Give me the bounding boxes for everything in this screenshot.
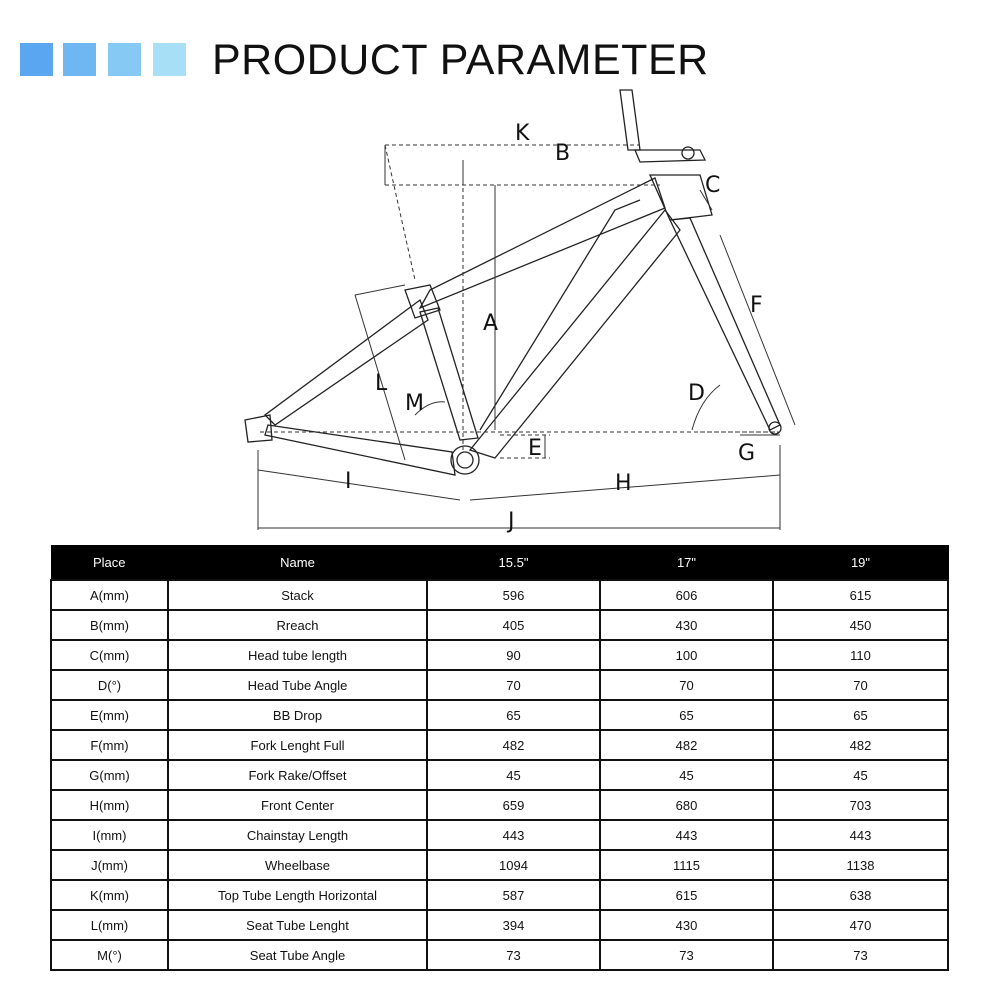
cell-size-17: 1115 [600,850,773,880]
cell-place: G(mm) [51,760,168,790]
cell-place: B(mm) [51,610,168,640]
cell-size-17: 65 [600,700,773,730]
cell-name: Seat Tube Angle [168,940,427,970]
cell-size-19: 45 [773,760,948,790]
dim-label-j: J [508,509,515,534]
cell-size-17: 680 [600,790,773,820]
table-row [51,880,948,910]
cell-size-15-5: 65 [427,700,600,730]
dim-label-g: G [738,441,756,466]
dim-label-k: K [515,121,530,146]
bike-frame-drawing [0,80,1000,545]
cell-size-19: 638 [773,880,948,910]
cell-place: C(mm) [51,640,168,670]
cell-name: Head tube length [168,640,427,670]
cell-size-17: 443 [600,820,773,850]
seat-tube [420,308,478,440]
cell-size-17: 430 [600,910,773,940]
cell-size-17: 45 [600,760,773,790]
dim-label-h: H [615,471,632,496]
cell-place: E(mm) [51,700,168,730]
header-name: Name [168,545,427,580]
table-row [51,760,948,790]
cell-size-17: 606 [600,580,773,610]
page-title: PRODUCT PARAMETER [212,36,709,84]
cell-size-17: 430 [600,610,773,640]
cell-size-15-5: 443 [427,820,600,850]
cell-size-15-5: 90 [427,640,600,670]
cell-place: M(°) [51,940,168,970]
cell-size-19: 110 [773,640,948,670]
cell-size-19: 1138 [773,850,948,880]
cell-size-19: 443 [773,820,948,850]
cell-name: Seat Tube Lenght [168,910,427,940]
header-place: Place [51,545,168,580]
table-row [51,580,948,610]
blue-square-icon [63,43,96,76]
cell-place: F(mm) [51,730,168,760]
head-tube [650,175,712,220]
cell-size-19: 73 [773,940,948,970]
cell-name: Wheelbase [168,850,427,880]
cell-place: D(°) [51,670,168,700]
top-tube [420,178,665,308]
table-row [51,820,948,850]
cell-name: Chainstay Length [168,820,427,850]
cell-size-19: 70 [773,670,948,700]
cell-place: H(mm) [51,790,168,820]
header-size-17: 17" [600,545,773,580]
table-row [51,670,948,700]
blue-square-icon [20,43,53,76]
cell-place: K(mm) [51,880,168,910]
cell-name: Fork Rake/Offset [168,760,427,790]
cell-size-19: 615 [773,580,948,610]
dim-label-f: F [750,293,763,318]
cell-size-15-5: 482 [427,730,600,760]
table-row [51,610,948,640]
dim-label-e: E [528,436,542,461]
cell-size-15-5: 659 [427,790,600,820]
cell-size-17: 100 [600,640,773,670]
cell-name: Head Tube Angle [168,670,427,700]
cell-place: A(mm) [51,580,168,610]
cell-name: Rreach [168,610,427,640]
cell-size-15-5: 405 [427,610,600,640]
cell-size-15-5: 73 [427,940,600,970]
blue-square-icon [108,43,141,76]
cell-size-15-5: 45 [427,760,600,790]
cell-size-19: 470 [773,910,948,940]
cell-name: Stack [168,580,427,610]
cell-size-17: 482 [600,730,773,760]
table-row [51,640,948,670]
cell-place: J(mm) [51,850,168,880]
table-row [51,730,948,760]
cell-name: BB Drop [168,700,427,730]
cell-size-17: 615 [600,880,773,910]
cell-size-15-5: 394 [427,910,600,940]
cell-size-15-5: 70 [427,670,600,700]
table-header-row [51,545,948,580]
cell-size-17: 73 [600,940,773,970]
cell-size-19: 65 [773,700,948,730]
fork [670,218,780,430]
blue-square-icon [153,43,186,76]
cell-size-15-5: 1094 [427,850,600,880]
table-row [51,700,948,730]
cell-place: I(mm) [51,820,168,850]
down-tube [470,210,680,458]
table-row [51,910,948,940]
dim-label-d: D [688,381,705,406]
cell-name: Top Tube Length Horizontal [168,880,427,910]
dim-label-c: C [705,173,721,198]
dim-label-l: L [375,371,388,396]
cell-size-15-5: 587 [427,880,600,910]
table-row [51,940,948,970]
cell-size-19: 703 [773,790,948,820]
cell-name: Fork Lenght Full [168,730,427,760]
dim-label-b: B [555,141,571,166]
cell-size-15-5: 596 [427,580,600,610]
frame-geometry-diagram [0,80,1000,545]
seat-stay [265,300,428,425]
steerer-tube [620,90,640,150]
table-row [51,850,948,880]
dim-label-i: I [345,469,352,494]
cell-size-19: 450 [773,610,948,640]
header-size-15-5: 15.5" [427,545,600,580]
table-row [51,790,948,820]
bottom-bracket [451,446,479,474]
cell-place: L(mm) [51,910,168,940]
cell-size-19: 482 [773,730,948,760]
dim-label-a: A [483,311,499,336]
parameter-table [50,545,947,971]
header-size-19: 19" [773,545,948,580]
cell-name: Front Center [168,790,427,820]
rear-dropout [245,415,272,442]
dim-label-m: M [405,391,424,416]
cell-size-17: 70 [600,670,773,700]
